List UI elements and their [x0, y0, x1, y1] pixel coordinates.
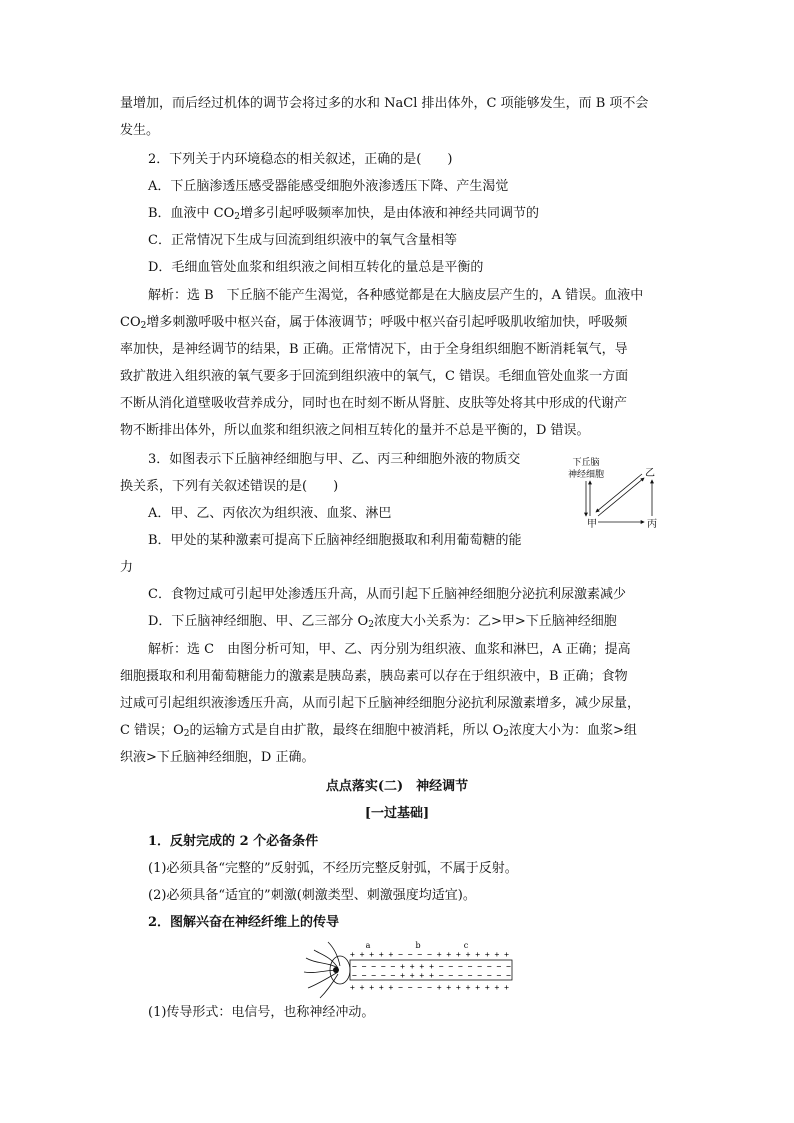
basics-item-1: 1．反射完成的 2 个必备条件 [148, 834, 319, 849]
question-2-answer: 率加快，是神经调节的结果，B 正确。正常情况下，由于全身组织细胞不断消耗氧气，导 [120, 342, 628, 357]
label-a: a [365, 941, 371, 950]
question-2-option-c: C．正常情况下生成与回流到组织液中的氧气含量相等 [148, 233, 457, 248]
question-2-answer: 致扩散进入组织液的氧气要多于回流到组织液中的氧气，C 错误。毛细血管处血浆一方面 [120, 369, 629, 384]
basics-item-1-2: (2)必须具备“适宜的”刺激(刺激类型、刺激强度均适宜)。 [148, 888, 476, 903]
label-yi: 乙 [645, 468, 655, 479]
paragraph-line: 发生。 [120, 123, 160, 138]
nucleus [333, 967, 339, 973]
charge-row-inner-top: − − − − − + + + + − − − − − − − − [352, 962, 511, 971]
question-3-stem: 3．如图表示下丘脑神经细胞与甲、乙、丙三种细胞外液的物质交 [148, 452, 521, 467]
section-title: 点点落实(二) 神经调节 [325, 779, 469, 794]
question-2-option-d: D．毛细血管处血浆和组织液之间相互转化的量总是平衡的 [148, 260, 484, 275]
exchange-diagram [560, 456, 670, 534]
basics-item-1-1: (1)必须具备“完整的”反射弧，不经历完整反射弧，不属于反射。 [148, 861, 518, 876]
question-3-answer: 解析：选 C 由图分析可知，甲、乙、丙分别为组织液、血浆和淋巴，A 正确；提高 [148, 642, 631, 657]
question-3-option-b: B．甲处的某种激素可提高下丘脑神经细胞摄取和利用葡萄糖的能 [148, 533, 522, 548]
section-subtitle: [一过基础] [364, 806, 430, 821]
basics-item-2: 2．图解兴奋在神经纤维上的传导 [148, 915, 340, 930]
paragraph-line: 量增加，而后经过机体的调节会将过多的水和 NaCl 排出体外，C 项能够发生，而 B 项不会 [120, 96, 649, 111]
question-3-answer: 过咸可引起组织液渗透压升高，从而引起下丘脑神经细胞分泌抗利尿激素增多，减少尿量， [120, 696, 641, 711]
charge-row-inner-bottom: − − − − − + + + + − − − − − − − − [352, 971, 511, 980]
arrow [598, 478, 644, 516]
question-3-answer: C 错误；$O_2$的运输方式是自由扩散，最终在细胞中被消耗，所以 $O_2$浓度大小为：血浆>组 [120, 723, 637, 739]
question-2-answer: 不断从消化道壁吸收营养成分，同时也在时刻不断从肾脏、皮肤等处将其中形成的代谢产 [120, 396, 628, 411]
question-3-option-c: C．食物过咸可引起甲处渗透压升高，从而引起下丘脑神经细胞分泌抗利尿激素减少 [148, 587, 626, 602]
neuron-body [304, 942, 350, 998]
question-3-stem: 换关系，下列有关叙述错误的是( ) [120, 479, 339, 494]
nerve-fiber-diagram [298, 938, 518, 1002]
cell-label: 神经细胞 [567, 470, 605, 480]
basics-item-2-1: (1)传导形式：电信号，也称神经冲动。 [148, 1005, 375, 1020]
label-c: c [463, 941, 469, 950]
question-3-option-b: 力 [120, 560, 134, 575]
label-jia: 甲 [587, 519, 597, 530]
question-2-answer: 解析：选 B 下丘脑不能产生渴觉，各种感觉都是在大脑皮层产生的，A 错误。血液中 [148, 288, 644, 303]
question-2-answer: $CO_2$增多刺激呼吸中枢兴奋，属于体液调节；呼吸中枢兴奋引起呼吸肌收缩加快，呼吸频 [120, 315, 628, 331]
charge-row-outer-bottom: + + + + + − − − − + + + + + + + + [350, 983, 509, 992]
question-3-option-a: A．甲、乙、丙依次为组织液、血浆、淋巴 [148, 506, 392, 521]
label-bing: 丙 [647, 519, 657, 530]
label-b: b [415, 941, 421, 950]
question-2-answer: 物不断排出体外，所以血浆和组织液之间相互转化的量并不总是平衡的，D 错误。 [120, 423, 590, 438]
question-3-option-d: D．下丘脑神经细胞、甲、乙三部分 $O_2$浓度大小关系为：乙>甲>下丘脑神经细胞 [148, 614, 617, 630]
question-2-option-a: A．下丘脑渗透压感受器能感受细胞外液渗透压下降、产生渴觉 [148, 179, 509, 194]
question-3-answer: 织液>下丘脑神经细胞，D 正确。 [120, 750, 315, 765]
question-2-stem: 2．下列关于内环境稳态的相关叙述，正确的是( ) [148, 152, 453, 167]
cell-label: 下丘脑 [572, 458, 600, 468]
charge-row-outer-top: + + + + + − − − − + + + + + + + + [350, 950, 509, 959]
question-2-option-b: B．血液中 $CO_2$增多引起呼吸频率加快，是由体液和神经共同调节的 [148, 206, 540, 222]
question-3-answer: 细胞摄取和利用葡萄糖能力的激素是胰岛素，胰岛素可以存在于组织液中，B 正确；食物 [120, 669, 628, 684]
